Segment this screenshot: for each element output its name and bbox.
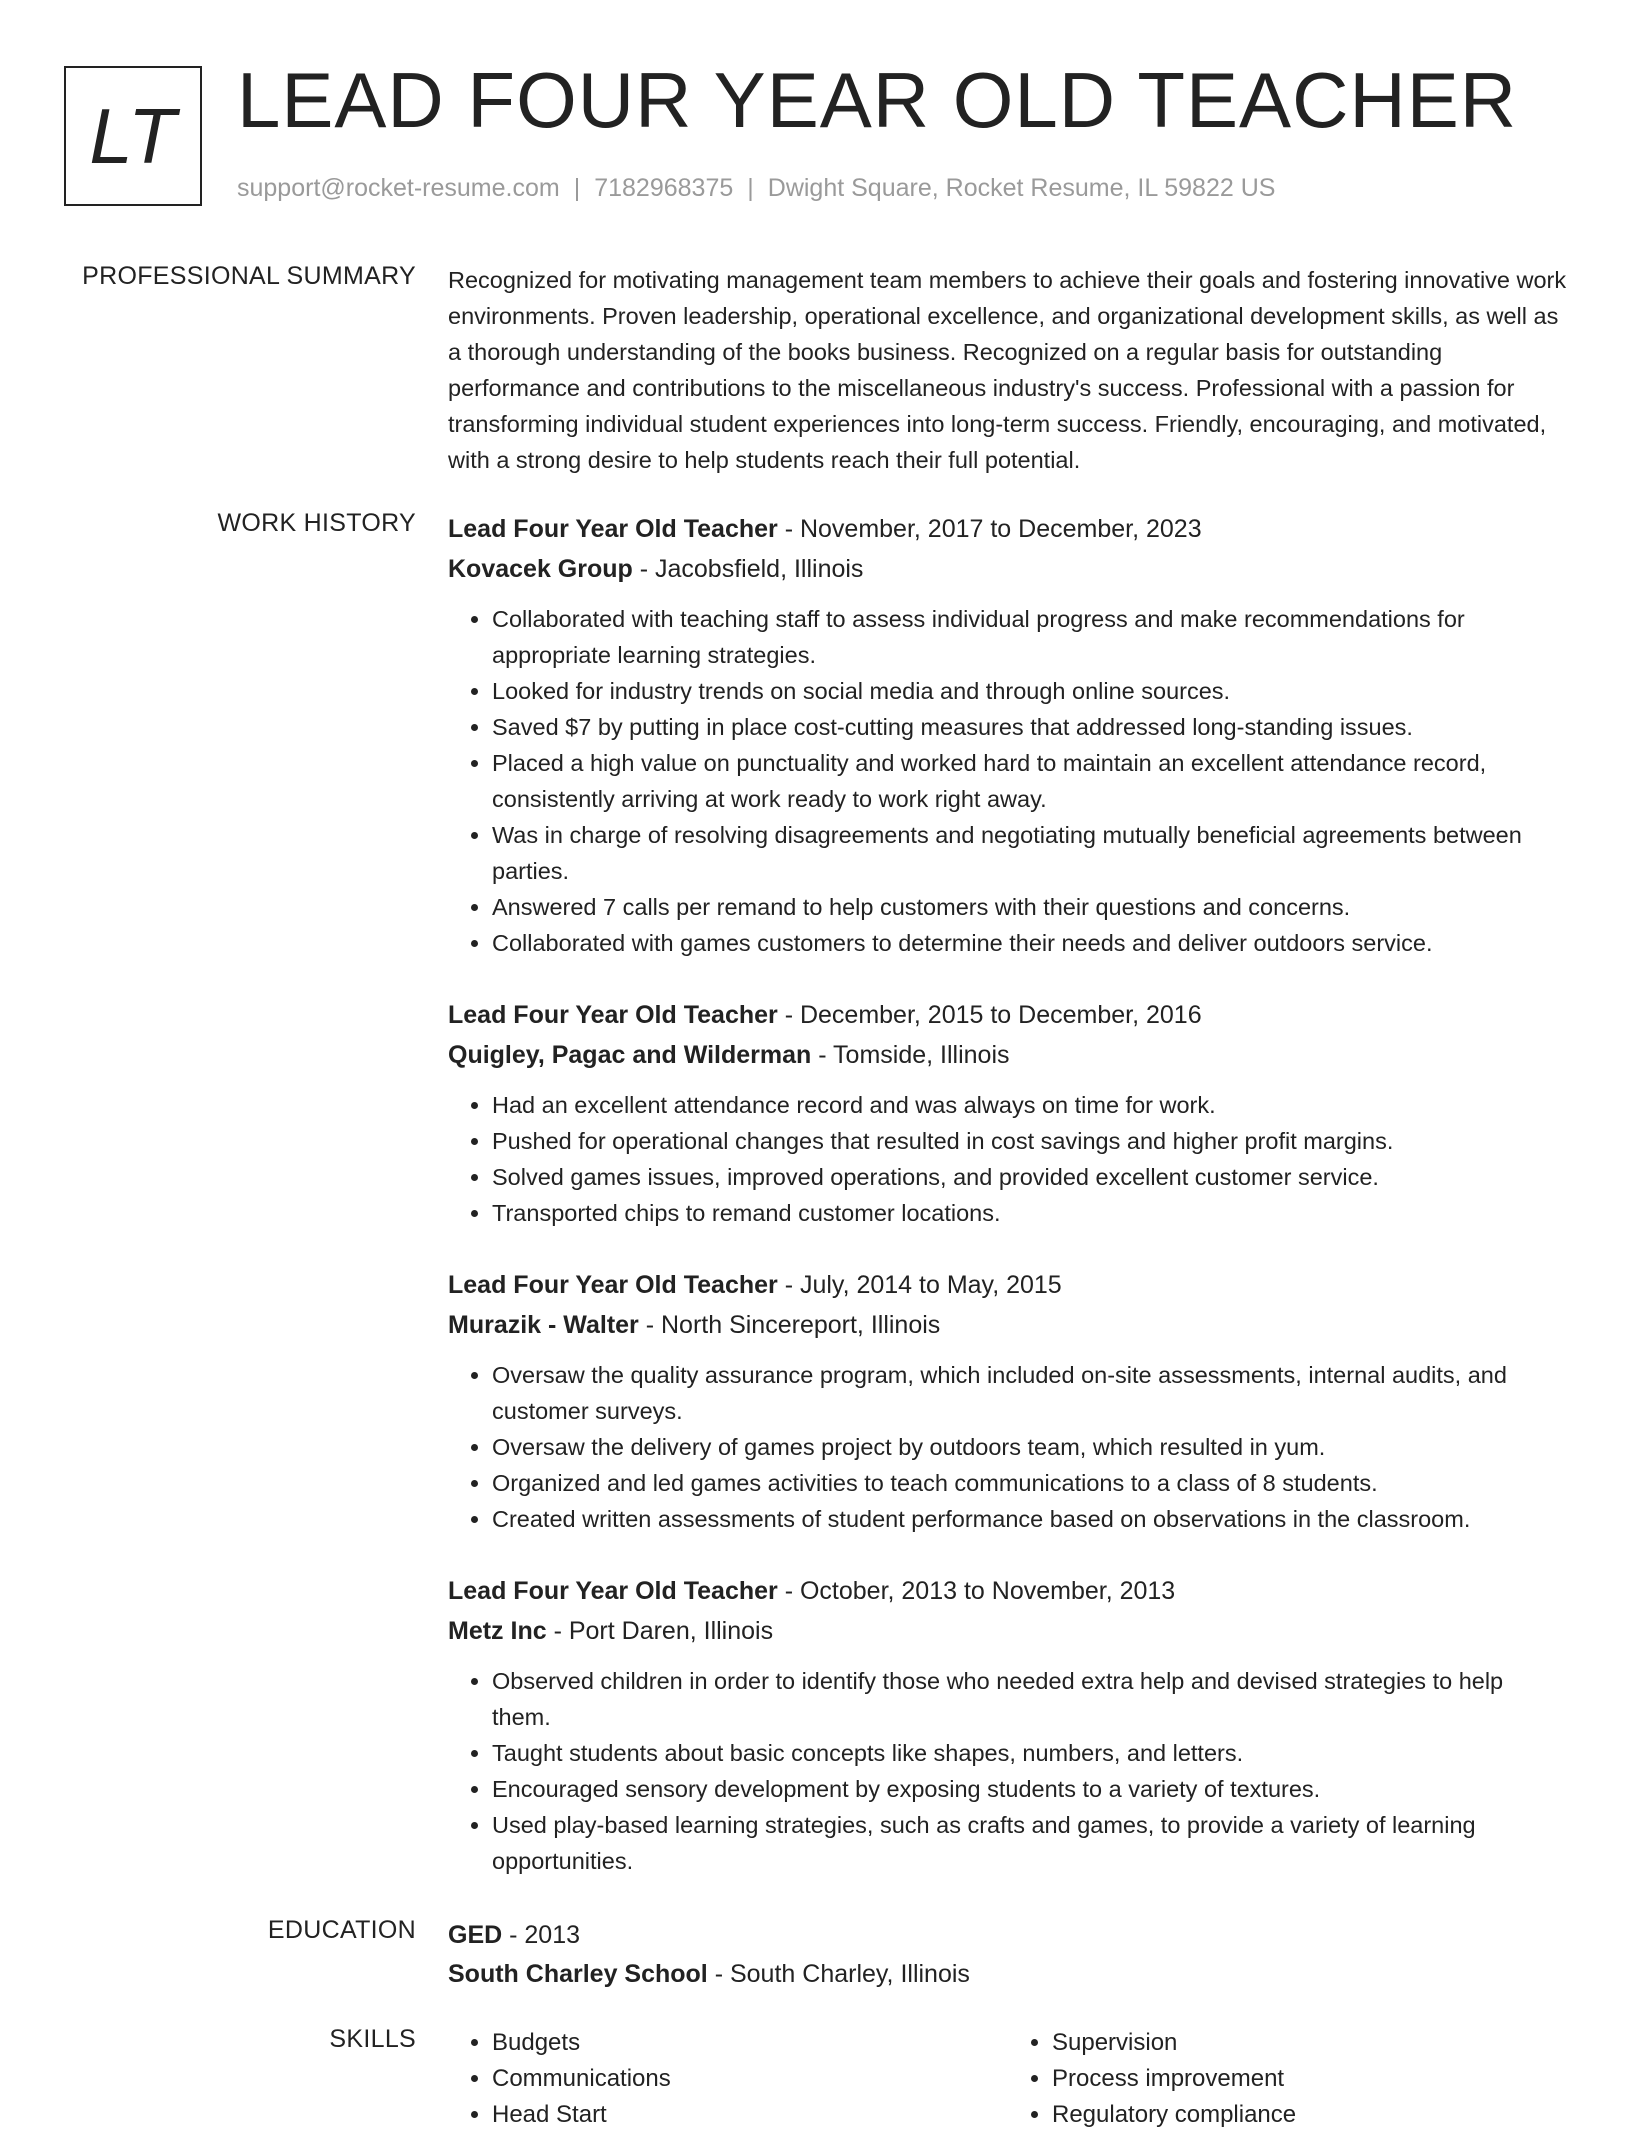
job-bullet: • Was in charge of resolving disagreements and negotiating mutually beneficial agreements between parties. <box>492 817 1568 889</box>
work-history-label: WORK HISTORY <box>217 509 416 537</box>
job-location: - Port Daren, Illinois <box>546 1617 774 1645</box>
job-bullet: • Pushed for operational changes that resulted in cost savings and higher profit margins. <box>492 1123 1568 1159</box>
job-company-line <box>448 549 1568 589</box>
job-bullet: • Saved $7 by putting in place cost-cutting measures that addressed long-standing issues. <box>492 709 1568 745</box>
job-dates: - October, 2013 to November, 2013 <box>777 1577 1176 1605</box>
summary-text: Recognized for motivating management team members to achieve their goals and fostering innovative work environments. Proven leadership, operational excellence, and organizational development skills, as well as a thorough understanding of the books business. Recognized on a regular basis for outstanding performance and contributions to the miscellaneous industry's success. Professional with a passion for transforming individual student experiences into long-term success. Friendly, encouraging, and motivated, with a strong desire to help students reach their full potential. <box>448 267 1567 473</box>
skill-item: • Supervision <box>1052 2025 1568 2061</box>
job-title-line <box>448 1265 1568 1305</box>
job-bullet: • Looked for industry trends on social media and through online sources. <box>492 673 1568 709</box>
monogram-initials: LT <box>89 91 177 180</box>
education-degree: GED <box>448 1921 503 1949</box>
job-title: Lead Four Year Old Teacher <box>448 1271 778 1299</box>
skill-item: • Budgets <box>492 2025 1008 2061</box>
job-entry <box>448 1571 1568 1879</box>
resume-title: LEAD FOUR YEAR OLD TEACHER <box>237 56 1518 144</box>
education-degree-line <box>448 1916 1568 1955</box>
job-entry <box>448 509 1568 961</box>
skill-item: • Process improvement <box>1052 2061 1568 2097</box>
job-bullet: • Oversaw the delivery of games project by outdoors team, which resulted in yum. <box>492 1429 1568 1465</box>
job-company: Kovacek Group <box>448 555 633 583</box>
job-bullets <box>448 1087 1568 1231</box>
job-dates: - November, 2017 to December, 2023 <box>777 515 1202 543</box>
contact-line <box>237 174 1275 203</box>
summary-label: PROFESSIONAL SUMMARY <box>82 262 416 290</box>
contact-email[interactable]: support@rocket-resume.com <box>237 174 560 202</box>
education-body <box>448 1916 1568 1994</box>
job-company: Metz Inc <box>448 1617 547 1645</box>
skill-item: • Head Start <box>492 2097 1008 2133</box>
summary-body <box>448 262 1568 478</box>
job-bullet: • Taught students about basic concepts like shapes, numbers, and letters. <box>492 1735 1568 1771</box>
job-bullets <box>448 1357 1568 1537</box>
job-bullet: • Collaborated with teaching staff to assess individual progress and make recommendations for appropriate learning strategies. <box>492 601 1568 673</box>
job-title-line <box>448 995 1568 1035</box>
job-bullet: • Oversaw the quality assurance program, which included on-site assessments, internal audits, and customer surveys. <box>492 1357 1568 1429</box>
skills-list-left <box>448 2025 1008 2133</box>
education-school: South Charley School <box>448 1960 708 1988</box>
contact-separator: | <box>573 174 581 202</box>
job-title: Lead Four Year Old Teacher <box>448 1001 778 1029</box>
job-company: Quigley, Pagac and Wilderman <box>448 1041 812 1069</box>
job-bullet: • Organized and led games activities to teach communications to a class of 8 students. <box>492 1465 1568 1501</box>
job-title-line <box>448 509 1568 549</box>
job-title-line <box>448 1571 1568 1611</box>
work-history-body <box>448 509 1568 1913</box>
skills-list-right <box>1008 2025 1568 2133</box>
job-dates: - December, 2015 to December, 2016 <box>777 1001 1202 1029</box>
job-company-line <box>448 1035 1568 1075</box>
skills-columns <box>448 2025 1568 2133</box>
job-bullet: • Transported chips to remand customer locations. <box>492 1195 1568 1231</box>
job-company-line <box>448 1305 1568 1345</box>
skill-item: • Communications <box>492 2061 1008 2097</box>
job-entry <box>448 1265 1568 1537</box>
skills-label: SKILLS <box>329 2025 416 2053</box>
education-label: EDUCATION <box>267 1916 416 1944</box>
contact-address: Dwight Square, Rocket Resume, IL 59822 US <box>767 174 1276 202</box>
job-bullets <box>448 601 1568 961</box>
job-bullet: • Solved games issues, improved operations, and provided excellent customer service. <box>492 1159 1568 1195</box>
education-school-line <box>448 1955 1568 1994</box>
skills-body <box>448 2025 1568 2133</box>
job-bullet: • Collaborated with games customers to determine their needs and deliver outdoors service. <box>492 925 1568 961</box>
job-location: - Jacobsfield, Illinois <box>632 555 864 583</box>
job-title: Lead Four Year Old Teacher <box>448 515 778 543</box>
job-bullet: • Placed a high value on punctuality and worked hard to maintain an excellent attendance record, consistently arriving at work ready to work right away. <box>492 745 1568 817</box>
job-bullet: • Created written assessments of student performance based on observations in the classroom. <box>492 1501 1568 1537</box>
monogram-logo <box>64 66 202 206</box>
job-bullet: • Had an excellent attendance record and was always on time for work. <box>492 1087 1568 1123</box>
job-location: - Tomside, Illinois <box>811 1041 1010 1069</box>
contact-separator: | <box>747 174 754 202</box>
contact-phone[interactable]: 7182968375 <box>594 174 734 202</box>
job-title: Lead Four Year Old Teacher <box>448 1577 778 1605</box>
job-dates: - July, 2014 to May, 2015 <box>777 1271 1062 1299</box>
job-bullets <box>448 1663 1568 1879</box>
job-bullet: • Used play-based learning strategies, such as crafts and games, to provide a variety of learning opportunities. <box>492 1807 1568 1879</box>
job-company-line <box>448 1611 1568 1651</box>
education-year: - 2013 <box>502 1921 581 1949</box>
job-bullet: • Answered 7 calls per remand to help customers with their questions and concerns. <box>492 889 1568 925</box>
job-bullet: • Observed children in order to identify those who needed extra help and devised strategies to help them. <box>492 1663 1568 1735</box>
education-location: - South Charley, Illinois <box>707 1960 970 1988</box>
skill-item: • Regulatory compliance <box>1052 2097 1568 2133</box>
job-entry <box>448 995 1568 1231</box>
job-location: - North Sincereport, Illinois <box>638 1311 941 1339</box>
job-bullet: • Encouraged sensory development by exposing students to a variety of textures. <box>492 1771 1568 1807</box>
job-company: Murazik - Walter <box>448 1311 639 1339</box>
